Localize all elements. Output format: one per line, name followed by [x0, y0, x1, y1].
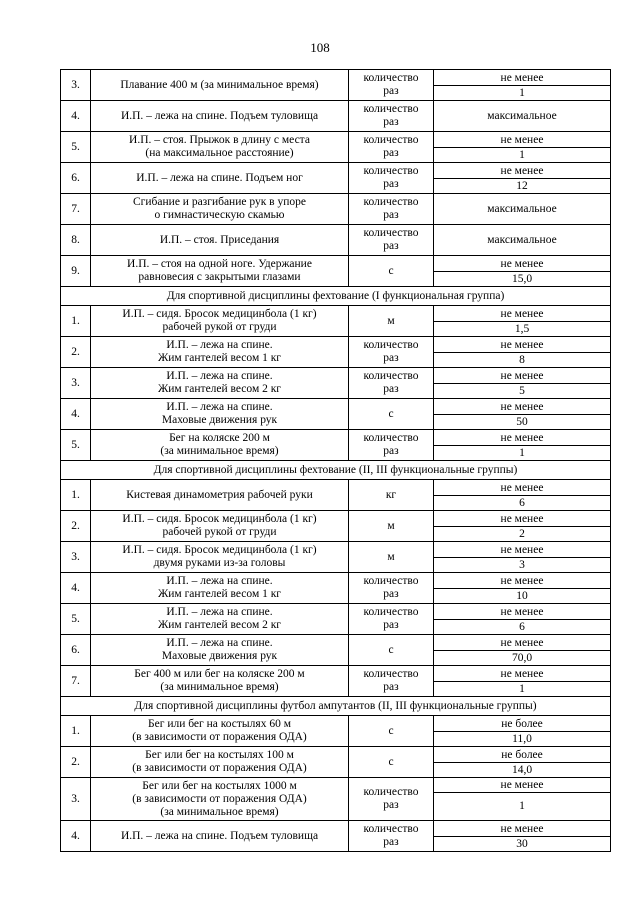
unit-line: кг	[385, 488, 397, 501]
value-number: 3	[519, 558, 525, 571]
unit-line: м	[387, 550, 395, 563]
value-cell	[434, 747, 611, 778]
exercise-cell	[91, 194, 349, 225]
exercise-cell	[91, 480, 349, 511]
value-label: не менее	[434, 636, 610, 651]
exercise-cell	[91, 573, 349, 604]
unit-cell	[349, 399, 434, 430]
value-label: не менее	[434, 778, 610, 793]
exercise-line: И.П. – стоя на одной ноге. Удержание	[127, 258, 312, 270]
exercise-cell	[91, 716, 349, 747]
value-cell	[434, 778, 611, 821]
exercise-line: Бег или бег на костылях 1000 м	[142, 779, 297, 792]
exercise-line: И.П. – лежа на спине.	[166, 606, 273, 618]
exercise-line: И.П. – лежа на спине.	[166, 637, 273, 649]
exercise-line: Жим гантелей весом 1 кг	[157, 588, 282, 600]
value-cell	[434, 821, 611, 852]
exercise-line: Бег или бег на костылях 100 м	[145, 749, 294, 761]
unit-line: раз	[383, 147, 399, 159]
exercise-cell	[91, 666, 349, 697]
row-number: 5.	[61, 604, 91, 635]
value-number: 15,0	[511, 272, 533, 285]
unit-line: с	[388, 724, 394, 737]
value-label: не менее	[434, 481, 610, 496]
exercise-line: (в зависимости от поражения ОДА)	[132, 762, 307, 774]
exercise-line: И.П. – сидя. Бросок медицинбола (1 кг)	[122, 513, 317, 525]
exercise-line: Кистевая динамометрия рабочей руки	[126, 488, 313, 501]
exercise-line: И.П. – лежа на спине.	[166, 575, 273, 587]
value-label: не менее	[434, 133, 610, 148]
value-label: максимальное	[487, 233, 557, 246]
value-number: 6	[519, 496, 525, 509]
unit-line: количество	[363, 823, 419, 835]
value-number: 1	[519, 800, 525, 812]
unit-line: раз	[383, 116, 399, 128]
unit-line: раз	[383, 799, 399, 811]
unit-line: раз	[383, 681, 399, 693]
unit-line: количество	[363, 606, 419, 618]
unit-line: с	[388, 643, 394, 656]
exercise-line: о гимнастическую скамью	[154, 209, 285, 221]
row-number: 3.	[61, 542, 91, 573]
value-label: не менее	[434, 605, 610, 620]
row-number: 5.	[61, 132, 91, 163]
table-row	[61, 778, 611, 821]
exercise-line: Маховые движения рук	[161, 650, 278, 662]
unit-line: раз	[383, 240, 399, 252]
row-number: 4.	[61, 399, 91, 430]
value-cell	[434, 306, 611, 337]
unit-line: с	[388, 755, 394, 768]
exercise-line: Жим гантелей весом 1 кг	[157, 352, 282, 364]
value-label: не менее	[434, 667, 610, 682]
value-number: 70,0	[511, 651, 533, 664]
exercise-cell	[91, 604, 349, 635]
exercise-line: И.П. – лежа на спине.	[166, 370, 273, 382]
table-row	[61, 399, 611, 430]
row-number: 3.	[61, 70, 91, 101]
unit-line: раз	[383, 178, 399, 190]
value-cell	[434, 368, 611, 399]
unit-line: количество	[363, 165, 419, 177]
table-row	[61, 256, 611, 287]
exercise-line: И.П. – стоя. Прыжок в длину с места	[129, 134, 310, 146]
row-number: 8.	[61, 225, 91, 256]
page-number: 108	[310, 40, 330, 55]
exercise-line: И.П. – лежа на спине. Подъем ног	[136, 171, 303, 184]
row-number: 5.	[61, 430, 91, 461]
table-row	[61, 368, 611, 399]
unit-cell	[349, 368, 434, 399]
value-label: не менее	[434, 257, 610, 272]
row-number: 2.	[61, 511, 91, 542]
row-number: 4.	[61, 573, 91, 604]
row-number: 2.	[61, 747, 91, 778]
value-cell	[434, 194, 611, 225]
value-label: максимальное	[487, 109, 557, 122]
table-row	[61, 511, 611, 542]
table-row	[61, 132, 611, 163]
table-row	[61, 747, 611, 778]
unit-line: раз	[383, 445, 399, 457]
value-number: 12	[516, 179, 528, 192]
table-row	[61, 306, 611, 337]
row-number: 3.	[61, 778, 91, 821]
unit-line: количество	[363, 575, 419, 587]
unit-line: раз	[383, 588, 399, 600]
value-number: 1,5	[514, 322, 530, 335]
exercise-line: И.П. – сидя. Бросок медицинбола (1 кг)	[122, 544, 317, 556]
exercise-cell	[91, 635, 349, 666]
unit-line: количество	[363, 134, 419, 146]
value-label: не менее	[434, 543, 610, 558]
exercise-line: И.П. – стоя. Приседания	[159, 233, 280, 246]
unit-line: раз	[383, 209, 399, 221]
exercise-line: Бег или бег на костылях 60 м	[148, 718, 291, 730]
unit-line: количество	[363, 432, 419, 444]
exercise-line: Жим гантелей весом 2 кг	[157, 383, 282, 395]
row-number: 7.	[61, 666, 91, 697]
unit-cell	[349, 666, 434, 697]
value-cell	[434, 666, 611, 697]
unit-line: количество	[363, 103, 419, 115]
unit-cell	[349, 778, 434, 821]
value-cell	[434, 573, 611, 604]
table-row	[61, 604, 611, 635]
unit-line: количество	[363, 227, 419, 239]
exercise-line: рабочей рукой от груди	[162, 321, 277, 333]
unit-cell	[349, 306, 434, 337]
value-label: не менее	[434, 431, 610, 446]
unit-cell	[349, 716, 434, 747]
unit-cell	[349, 604, 434, 635]
unit-cell	[349, 225, 434, 256]
row-number: 9.	[61, 256, 91, 287]
exercise-line: двумя руками из-за головы	[153, 557, 286, 569]
exercise-line: (в зависимости от поражения ОДА)	[132, 731, 307, 743]
value-number: 1	[519, 86, 525, 99]
value-number: 10	[516, 589, 528, 602]
unit-line: с	[388, 264, 394, 277]
value-cell	[434, 256, 611, 287]
value-number: 1	[519, 148, 525, 161]
exercise-line: Плавание 400 м (за минимальное время)	[120, 78, 319, 91]
value-label: максимальное	[487, 202, 557, 215]
table-row	[61, 480, 611, 511]
value-number: 8	[519, 353, 525, 366]
row-number: 6.	[61, 635, 91, 666]
value-cell	[434, 430, 611, 461]
unit-line: количество	[363, 72, 419, 84]
exercise-line: (за минимальное время)	[160, 681, 279, 693]
value-cell	[434, 511, 611, 542]
exercise-cell	[91, 747, 349, 778]
table-row	[61, 70, 611, 101]
table-row	[61, 430, 611, 461]
value-cell	[434, 132, 611, 163]
exercise-line: (за минимальное время)	[160, 445, 279, 457]
unit-line: количество	[363, 339, 419, 351]
row-number: 1.	[61, 306, 91, 337]
unit-line: количество	[363, 196, 419, 208]
exercise-cell	[91, 101, 349, 132]
unit-cell	[349, 573, 434, 604]
unit-line: м	[387, 314, 395, 327]
value-number: 30	[516, 837, 528, 850]
value-cell	[434, 101, 611, 132]
unit-cell	[349, 101, 434, 132]
value-label: не менее	[434, 574, 610, 589]
table-row	[61, 716, 611, 747]
exercise-cell	[91, 542, 349, 573]
unit-cell	[349, 821, 434, 852]
exercise-line: И.П. – лежа на спине. Подъем туловища	[120, 829, 319, 842]
table-row	[61, 163, 611, 194]
exercise-line: Сгибание и разгибание рук в упоре	[133, 196, 306, 208]
value-number: 50	[516, 415, 528, 428]
section-title: Для спортивной дисциплины футбол ампутантов (II, III функциональные группы)	[61, 697, 611, 716]
row-number: 2.	[61, 337, 91, 368]
exercise-line: И.П. – лежа на спине.	[166, 401, 273, 413]
exercise-cell	[91, 430, 349, 461]
section-title: Для спортивной дисциплины фехтование (I функциональная группа)	[61, 287, 611, 306]
value-cell	[434, 70, 611, 101]
value-number: 1	[519, 446, 525, 459]
row-number: 1.	[61, 716, 91, 747]
section-row	[61, 697, 611, 716]
unit-line: раз	[383, 836, 399, 848]
value-cell	[434, 604, 611, 635]
unit-line: с	[388, 407, 394, 420]
exercise-cell	[91, 306, 349, 337]
value-cell	[434, 480, 611, 511]
unit-cell	[349, 132, 434, 163]
value-label: не менее	[434, 400, 610, 415]
exercise-line: Бег 400 м или бег на коляске 200 м	[134, 668, 305, 680]
value-number: 1	[519, 682, 525, 695]
value-number: 5	[519, 384, 525, 397]
value-number: 6	[519, 620, 525, 633]
unit-line: количество	[363, 370, 419, 382]
unit-line: м	[387, 519, 395, 532]
value-label: не более	[434, 748, 610, 763]
row-number: 3.	[61, 368, 91, 399]
exercise-line: Жим гантелей весом 2 кг	[157, 619, 282, 631]
exercise-line: рабочей рукой от груди	[162, 526, 277, 538]
standards-table-body	[61, 70, 611, 852]
exercise-line: равновесия с закрытыми глазами	[138, 271, 301, 283]
value-label: не менее	[434, 512, 610, 527]
row-number: 4.	[61, 821, 91, 852]
exercise-line: (в зависимости от поражения ОДА)	[132, 792, 307, 805]
value-label: не менее	[434, 71, 610, 86]
unit-cell	[349, 430, 434, 461]
exercise-line: Маховые движения рук	[161, 414, 278, 426]
value-cell	[434, 225, 611, 256]
unit-cell	[349, 194, 434, 225]
unit-cell	[349, 256, 434, 287]
row-number: 4.	[61, 101, 91, 132]
unit-cell	[349, 163, 434, 194]
value-cell	[434, 399, 611, 430]
standards-table	[60, 69, 611, 852]
exercise-cell	[91, 511, 349, 542]
value-cell	[434, 542, 611, 573]
section-row	[61, 461, 611, 480]
unit-cell	[349, 337, 434, 368]
table-row	[61, 101, 611, 132]
unit-cell	[349, 635, 434, 666]
value-number: 14,0	[511, 763, 533, 776]
value-label: не более	[434, 717, 610, 732]
value-cell	[434, 635, 611, 666]
exercise-line: И.П. – лежа на спине. Подъем туловища	[120, 109, 319, 122]
unit-line: количество	[363, 668, 419, 680]
value-label: не менее	[434, 369, 610, 384]
exercise-cell	[91, 337, 349, 368]
unit-cell	[349, 480, 434, 511]
value-label: не менее	[434, 164, 610, 179]
unit-cell	[349, 747, 434, 778]
table-row	[61, 666, 611, 697]
unit-cell	[349, 511, 434, 542]
value-cell	[434, 716, 611, 747]
unit-line: раз	[383, 619, 399, 631]
value-cell	[434, 163, 611, 194]
value-number: 11,0	[512, 732, 532, 745]
exercise-line: Бег на коляске 200 м	[169, 432, 270, 444]
exercise-cell	[91, 132, 349, 163]
exercise-cell	[91, 821, 349, 852]
value-cell	[434, 337, 611, 368]
table-row	[61, 337, 611, 368]
exercise-line: И.П. – сидя. Бросок медицинбола (1 кг)	[122, 308, 317, 320]
unit-line: раз	[383, 383, 399, 395]
unit-line: раз	[383, 85, 399, 97]
exercise-line: (на максимальное расстояние)	[145, 147, 294, 159]
table-row	[61, 542, 611, 573]
table-row	[61, 821, 611, 852]
exercise-cell	[91, 399, 349, 430]
row-number: 6.	[61, 163, 91, 194]
table-row	[61, 635, 611, 666]
section-row	[61, 287, 611, 306]
value-number: 2	[519, 527, 525, 540]
unit-cell	[349, 70, 434, 101]
row-number: 7.	[61, 194, 91, 225]
value-label: не менее	[434, 338, 610, 353]
exercise-cell	[91, 225, 349, 256]
value-label: не менее	[434, 307, 610, 322]
table-row	[61, 573, 611, 604]
exercise-cell	[91, 163, 349, 194]
value-label: не менее	[434, 822, 610, 837]
exercise-line: (за минимальное время)	[160, 805, 279, 818]
unit-line: раз	[383, 352, 399, 364]
unit-cell	[349, 542, 434, 573]
unit-line: количество	[363, 786, 419, 798]
row-number: 1.	[61, 480, 91, 511]
exercise-line: И.П. – лежа на спине.	[166, 339, 273, 351]
exercise-cell	[91, 256, 349, 287]
exercise-cell	[91, 368, 349, 399]
table-row	[61, 194, 611, 225]
table-row	[61, 225, 611, 256]
exercise-cell	[91, 778, 349, 821]
exercise-cell	[91, 70, 349, 101]
section-title: Для спортивной дисциплины фехтование (II, III функциональные группы)	[61, 461, 611, 480]
